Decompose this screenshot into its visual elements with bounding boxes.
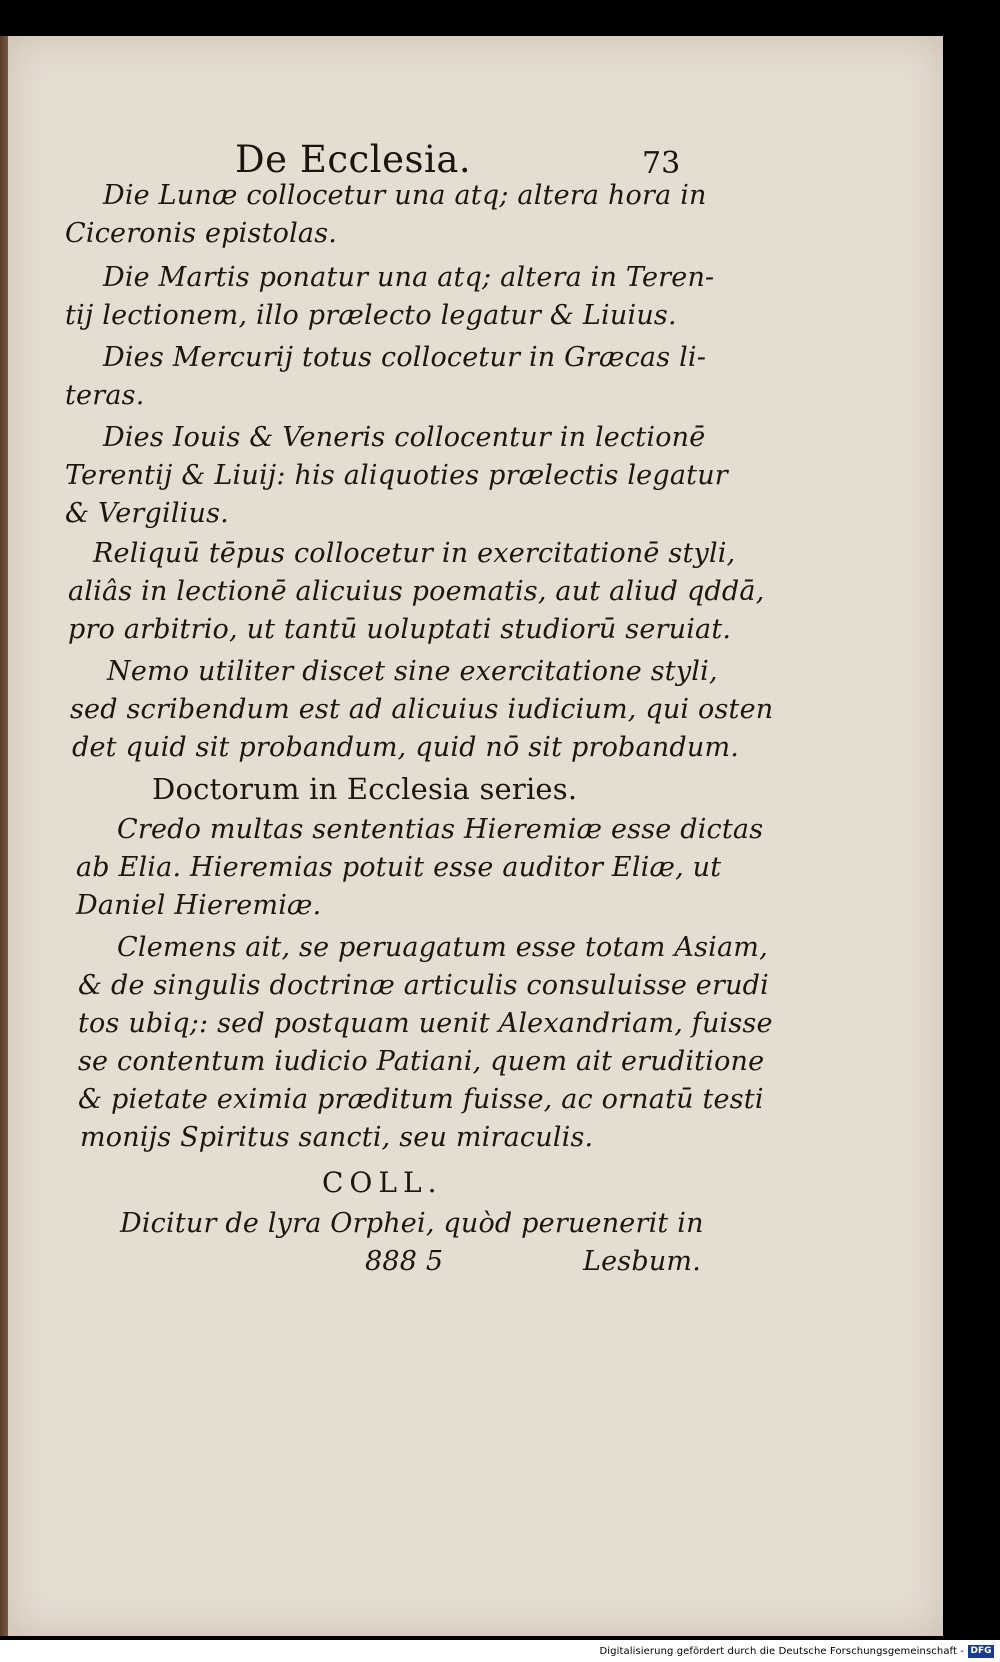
section-line: & pietate eximia præditum fuisse, ac ornatū testi [78, 1084, 764, 1115]
coll-heading: COLL. [322, 1166, 443, 1199]
body-line: teras. [65, 380, 145, 411]
body-line: Reliquū tēpus collocetur in exercitationē styli, [93, 538, 736, 569]
dfg-logo: DFG [968, 1645, 994, 1658]
body-line: pro arbitrio, ut tantū uoluptati studiorū seruiat. [68, 614, 732, 645]
section-line: Daniel Hieremiæ. [76, 890, 322, 921]
body-line: det quid sit probandum, quid nō sit probandum. [72, 732, 740, 763]
body-line: aliâs in lectionē alicuius poematis, aut aliud qddā, [68, 576, 765, 607]
section-line: Credo multas sententias Hieremiæ esse dictas [117, 814, 764, 845]
section-line: Clemens ait, se peruagatum esse totam Asiam, [117, 932, 768, 963]
signature-mark: 888 5 [365, 1246, 444, 1277]
section-line: tos ubiq;: sed postquam uenit Alexandriam, fuisse [78, 1008, 773, 1039]
body-line: tij lectionem, illo prælecto legatur & Liuius. [65, 300, 677, 331]
section-line: monijs Spiritus sancti, seu miraculis. [80, 1122, 594, 1153]
body-line: Terentij & Liuij: his aliquoties prælectis legatur [65, 460, 728, 491]
catchword: Lesbum. [583, 1246, 702, 1277]
running-title: De Ecclesia. [235, 138, 472, 181]
body-line: & Vergilius. [65, 498, 229, 529]
section-line: & de singulis doctrinæ articulis consuluisse erudi [78, 970, 769, 1001]
section-heading: Doctorum in Ecclesia series. [152, 772, 578, 806]
body-line: Die Lunæ collocetur una atq; altera hora in [103, 180, 707, 211]
body-line: Ciceronis epistolas. [65, 218, 338, 249]
body-line: sed scribendum est ad alicuius iudicium, qui osten [70, 694, 774, 725]
body-line: Die Martis ponatur una atq; altera in Teren- [103, 262, 715, 293]
section-line: ab Elia. Hieremias potuit esse auditor Eliæ, ut [76, 852, 722, 883]
funding-credit: Digitalisierung gefördert durch die Deutsche Forschungsgemeinschaft - [599, 1646, 964, 1657]
page-number: 73 [642, 146, 681, 181]
body-line: Dies Iouis & Veneris collocentur in lectionē [103, 422, 706, 453]
body-line: Dies Mercurij totus collocetur in Græcas li- [103, 342, 707, 373]
coll-line: Dicitur de lyra Orphei, quòd peruenerit in [120, 1208, 704, 1239]
body-line: Nemo utiliter discet sine exercitatione styli, [107, 656, 718, 687]
section-line: se contentum iudicio Patiani, quem ait eruditione [78, 1046, 765, 1077]
